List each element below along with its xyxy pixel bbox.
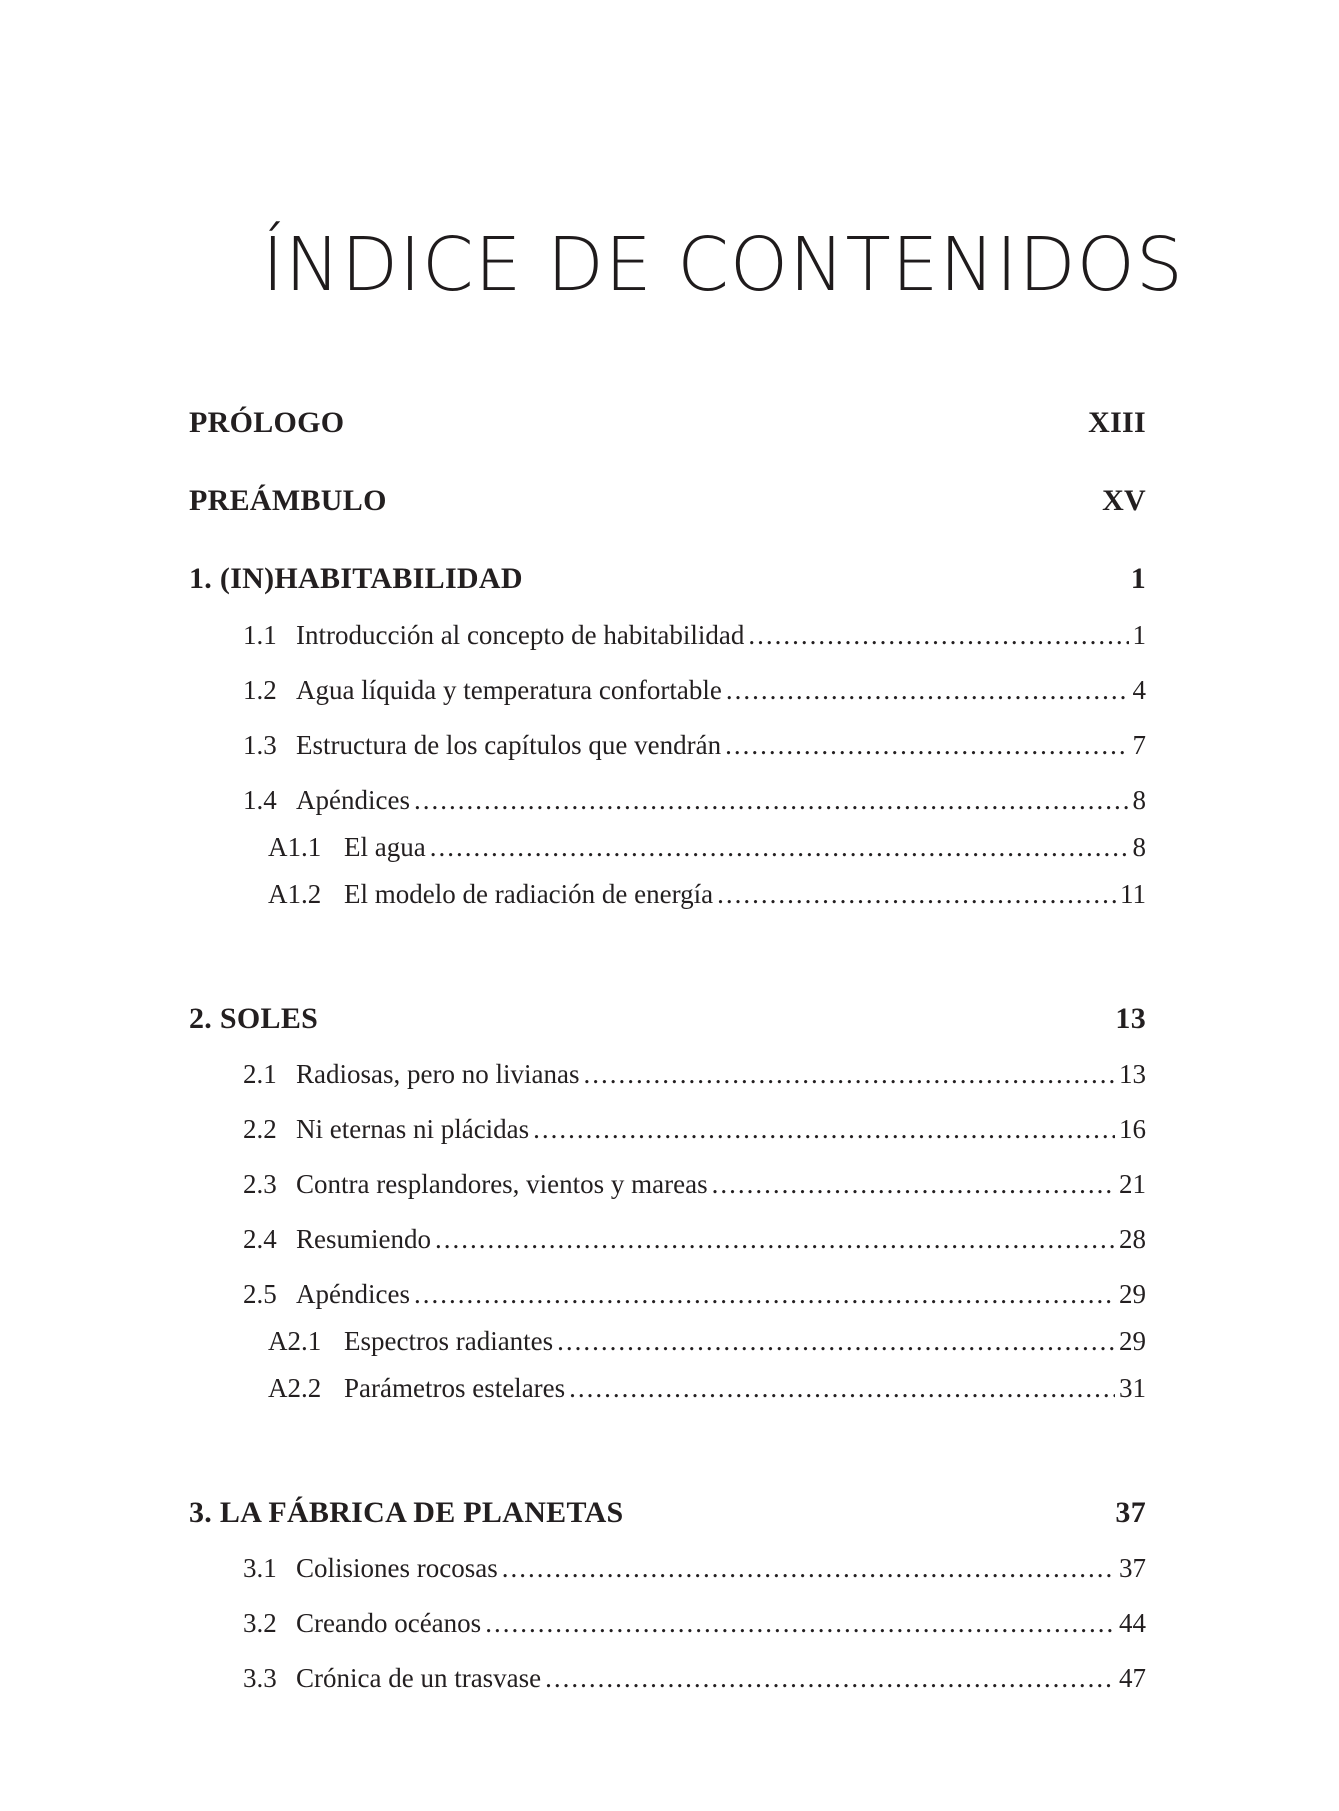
toc-entry[interactable] (0, 620, 1339, 660)
toc-entry-number: 3.3 (243, 1663, 277, 1693)
toc-entry-text: Apéndices (296, 1279, 410, 1309)
dot-leader (726, 675, 1129, 706)
toc-entry-page: 11 (1120, 879, 1146, 909)
toc-entry-text: Apéndices (296, 785, 410, 815)
toc-subentry[interactable] (0, 879, 1339, 919)
toc-entry-page: 44 (1119, 1608, 1146, 1638)
toc-entry[interactable] (0, 785, 1339, 825)
toc-entry-text: El agua (344, 832, 426, 862)
toc-entry[interactable] (0, 1663, 1339, 1703)
toc-heading-label: PREÁMBULO (189, 484, 387, 517)
toc-entry-number: 3.1 (243, 1553, 277, 1583)
toc-entry-number: 2.4 (243, 1224, 277, 1254)
dot-leader (569, 1373, 1115, 1404)
toc-entry-text: Resumiendo (296, 1224, 431, 1254)
toc-chapter-1[interactable] (0, 562, 1339, 602)
toc-entry-number: 2.2 (243, 1114, 277, 1144)
toc-entry-page: 29 (1119, 1279, 1146, 1309)
toc-entry[interactable] (0, 1224, 1339, 1264)
page-title: ÍNDICE DE CONTENIDOS (262, 222, 1184, 308)
dot-leader (533, 1114, 1115, 1145)
toc-entry-number: 3.2 (243, 1608, 277, 1638)
dot-leader (725, 730, 1128, 761)
toc-entry[interactable] (0, 1553, 1339, 1593)
toc-entry-page: 7 (1132, 730, 1146, 760)
toc-heading-page: XIII (1088, 406, 1146, 439)
toc-entry-page: 13 (1119, 1059, 1146, 1089)
dot-leader (414, 785, 1129, 816)
toc-entry-number: 1.3 (243, 730, 277, 760)
toc-entry-text: Contra resplandores, vientos y mareas (296, 1169, 708, 1199)
toc-entry-page: 21 (1119, 1169, 1146, 1199)
toc-entry-page: 8 (1132, 832, 1146, 862)
toc-entry-number: A2.1 (268, 1326, 322, 1356)
toc-entry-page: 28 (1119, 1224, 1146, 1254)
toc-chapter-label: 1. (IN)HABITABILIDAD (189, 562, 523, 595)
dot-leader (414, 1279, 1115, 1310)
toc-entry-page: 29 (1119, 1326, 1146, 1356)
toc-entry-page: 37 (1119, 1553, 1146, 1583)
toc-entry-text: Ni eternas ni plácidas (296, 1114, 530, 1144)
toc-entry[interactable] (0, 1114, 1339, 1154)
toc-entry[interactable] (0, 1608, 1339, 1648)
toc-entry-text: El modelo de radiación de energía (344, 879, 714, 909)
toc-entry-page: 1 (1132, 620, 1146, 650)
toc-entry-number: 2.1 (243, 1059, 277, 1089)
toc-entry-page: 4 (1132, 675, 1146, 705)
toc-entry-number: 1.4 (243, 785, 277, 815)
toc-entry[interactable] (0, 730, 1339, 770)
dot-leader (430, 832, 1129, 863)
dot-leader (717, 879, 1116, 910)
toc-entry-number: 1.2 (243, 675, 277, 705)
toc-entry-number: A1.2 (268, 879, 322, 909)
toc-entry-text: Crónica de un trasvase (296, 1663, 542, 1693)
toc-entry-number: A1.1 (268, 832, 322, 862)
dot-leader (748, 620, 1128, 651)
toc-heading-preambulo[interactable] (0, 484, 1339, 524)
toc-chapter-page: 37 (1115, 1496, 1146, 1529)
dot-leader (557, 1326, 1115, 1357)
dot-leader (712, 1169, 1115, 1200)
toc-heading-prologo[interactable] (0, 406, 1339, 446)
toc-entry-text: Estructura de los capítulos que vendrán (296, 730, 722, 760)
dot-leader (502, 1553, 1115, 1584)
toc-entry-number: 2.5 (243, 1279, 277, 1309)
toc-entry[interactable] (0, 1169, 1339, 1209)
toc-subentry[interactable] (0, 1373, 1339, 1413)
toc-entry-text: Radiosas, pero no livianas (296, 1059, 580, 1089)
toc-entry[interactable] (0, 675, 1339, 715)
toc-entry-text: Colisiones rocosas (296, 1553, 498, 1583)
toc-entry[interactable] (0, 1059, 1339, 1099)
toc-chapter-page: 13 (1115, 1002, 1146, 1035)
toc-entry-number: 2.3 (243, 1169, 277, 1199)
toc-entry-text: Parámetros estelares (344, 1373, 566, 1403)
dot-leader (435, 1224, 1115, 1255)
toc-entry-text: Espectros radiantes (344, 1326, 554, 1356)
toc-entry-page: 8 (1132, 785, 1146, 815)
toc-entry-number: 1.1 (243, 620, 277, 650)
toc-chapter-2[interactable] (0, 1002, 1339, 1042)
toc-entry-number: A2.2 (268, 1373, 322, 1403)
toc-chapter-page: 1 (1130, 562, 1146, 595)
toc-chapter-3[interactable] (0, 1496, 1339, 1536)
toc-chapter-label: 2. SOLES (189, 1002, 319, 1035)
toc-entry-text: Agua líquida y temperatura confortable (296, 675, 722, 705)
toc-heading-label: PRÓLOGO (189, 406, 345, 439)
toc-entry[interactable] (0, 1279, 1339, 1319)
toc-entry-text: Introducción al concepto de habitabilidad (296, 620, 745, 650)
dot-leader (583, 1059, 1115, 1090)
toc-entry-page: 16 (1119, 1114, 1146, 1144)
dot-leader (485, 1608, 1115, 1639)
toc-heading-page: XV (1102, 484, 1146, 517)
toc-entry-page: 31 (1119, 1373, 1146, 1403)
toc-chapter-label: 3. LA FÁBRICA DE PLANETAS (189, 1496, 624, 1529)
dot-leader (545, 1663, 1115, 1694)
toc-subentry[interactable] (0, 1326, 1339, 1366)
toc-entry-page: 47 (1119, 1663, 1146, 1693)
toc-subentry[interactable] (0, 832, 1339, 872)
toc-entry-text: Creando océanos (296, 1608, 482, 1638)
